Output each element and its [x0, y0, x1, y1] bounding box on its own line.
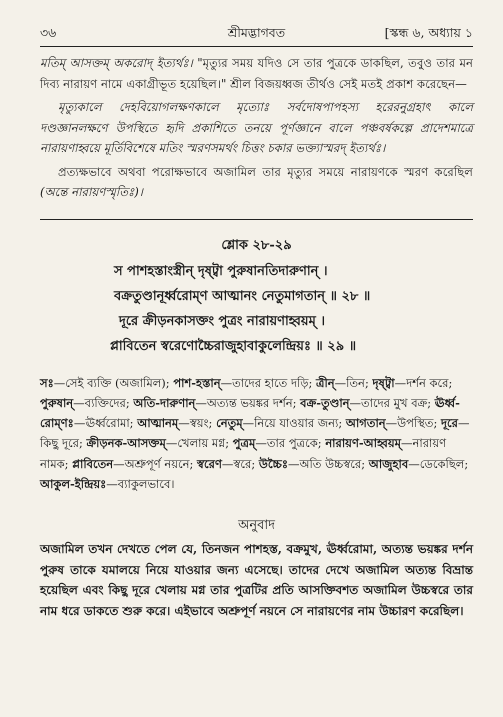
shloka-number: শ্লোক ২৮-২৯	[221, 237, 292, 253]
synonym-meaning: অত্যন্ত ভয়ঙ্কর দর্শন	[206, 395, 293, 410]
purport-paragraph-1	[40, 53, 473, 94]
purport-paragraph-3	[40, 162, 473, 203]
chapter-reference: [স্কন্ধ ৬, অধ্যায় ১	[384, 25, 473, 40]
synonym-meaning: অতি উচ্চস্বরে	[299, 456, 362, 471]
synonym-word: নেতুম্	[216, 416, 243, 431]
translation-heading: অনুবাদ	[238, 518, 275, 534]
synonym-meaning: দর্শন করে	[406, 375, 449, 390]
translation-text: অজামিল তখন দেখতে পেল যে, তিনজন পাশহস্ত, বক্রমুখ, ঊর্ধ্বরোমা, অত্যন্ত ভয়ঙ্কর দর্শন পুরুষ তাকে যমালয়ে নিয়ে যাওয়ার জন্য এসেছে। তাদের দেখে অজামিল অত্যন্ত বিভ্রান্ত হয়েছিল এবং কিছু দূরে খেলায় মগ্ন তার পুত্রটির প্রতি আসক্তিবশত অজামিল উচ্চস্বরে তার নাম ধরে ডাকতে শুরু করে। এইভাবে অশ্রুপূর্ণ নয়নে সে নারায়ণের নাম উচ্চারণ করেছিল।	[40, 542, 473, 618]
synonym-word: প্লাবিতেন	[72, 456, 114, 471]
sanskrit-phrase: (অন্তে নারায়ণস্মৃতিঃ)।	[40, 185, 143, 199]
synonym-meaning: ব্যক্তিদের	[84, 395, 126, 410]
synonym-meaning: স্বয়ং	[189, 416, 209, 431]
synonym-word: ত্রীন্	[316, 375, 335, 390]
sanskrit-commentary-quote: মৃত্যুকালে দেহবিয়োগলক্ষণকালে মৃত্যোঃ সর্বদোষপাপহস্য হরেরনুগ্রহাৎ কালে দণ্ডজ্ঞানলক্ষণে উপস্থিতে হৃদি প্রকাশিতে তনয়ে পূর্ণজ্ঞানে বালে পঞ্চবর্ষকল্পে প্রাদেশমাত্রে নারায়ণাহ্বয়ে মূর্তিবিশেষে মতিং স্মরণসমর্থং চিত্তং চকার ভক্ত্যাস্মরদ্ ইত্যর্থঃ।	[40, 100, 473, 155]
purport-text: প্রত্যক্ষভাবে অথবা পরোক্ষভাবে অজামিল তার মৃত্যুর সময়ে নারায়ণকে স্মরণ করেছিল	[58, 164, 473, 179]
book-title: শ্রীমদ্ভাগবত	[227, 25, 286, 40]
synonym-word: দূরে	[440, 416, 458, 431]
synonym-meaning: ব্যাকুলভাবে।	[117, 476, 175, 491]
synonym-meaning: অশ্রুপূর্ণ নয়নে	[124, 456, 190, 471]
page-header	[40, 22, 473, 47]
synonym-word: সঃ	[40, 375, 54, 390]
synonym-word: পাশ-হস্তান্	[173, 375, 221, 390]
synonym-word: আত্মানম্	[137, 416, 179, 431]
sanskrit-phrase: মতিম্ আসক্তম্ অকরোদ্ ইত্যর্থঃ।	[40, 56, 193, 70]
purport-continuation	[40, 53, 473, 203]
section-divider	[40, 219, 473, 220]
synonym-word: আকুল-ইন্দ্রিয়ঃ	[40, 476, 107, 491]
synonym-meaning: ঊর্ধ্বরোমা	[85, 416, 130, 431]
synonym-meaning: সেই ব্যক্তি (অজামিল)	[65, 375, 166, 390]
synonym-meaning: স্বরে	[233, 456, 252, 471]
synonym-meaning: তিন	[346, 375, 365, 390]
verse-line: বক্রতুণ্ডানূর্ধ্বরোম্ণ আত্মানং নেতুমাগতান্ ॥ ২৮ ॥	[114, 288, 371, 304]
synonym-meaning: তাদের মুখ বক্র	[361, 395, 428, 410]
synonym-meaning: উপস্থিত	[397, 416, 434, 431]
synonym-meaning: নিয়ে যাওয়ার জন্য	[254, 416, 339, 431]
synonym-word: ঊর্ধ্ব-রোম্ণঃ	[40, 395, 460, 431]
synonym-word: পুত্রম্	[232, 436, 256, 451]
verse-line: প্লাবিতেন স্বরেণোচ্চৈরাজুহাবাকুলেন্দ্রিয়ঃ ॥ ২৯ ॥	[110, 338, 357, 354]
synonym-meaning: কিছু দূরে	[40, 436, 79, 451]
page-number: ৩৬	[40, 25, 57, 40]
synonym-word: দৃষ্ট্বা	[372, 375, 395, 390]
synonym-meaning: খেলায় মগ্ন	[177, 436, 226, 451]
synonym-word: আগতান্	[345, 416, 386, 431]
verse-line: স পাশহস্তাংস্ত্রীন্ দৃষ্ট্বা পুরুষানতিদারুণান্ ।	[114, 263, 328, 279]
synonym-word: নারায়ণ-আহ্বয়ম্	[325, 436, 401, 451]
synonym-word: আজুহাব	[368, 456, 409, 471]
synonym-meaning: তাদের হাতে দড়ি	[232, 375, 309, 390]
purport-text: "মৃত্যুর সময় যদিও সে তার পুত্রকে ডাকছিল, তবুও তার মন দিব্য নারায়ণ নামে একাগ্রীভূত হয়েছিল।" শ্রীল বিজয়ধ্বজ তীর্থও সেই মতই প্রকাশ করেছেন—	[40, 56, 473, 91]
shloka-verse	[40, 259, 473, 359]
synonym-word: স্বরেণ	[197, 456, 222, 471]
synonym-meaning: তার পুত্রকে	[266, 436, 318, 451]
word-for-word-synonyms: সঃ—সেই ব্যক্তি (অজামিল); পাশ-হস্তান্—তাদের হাতে দড়ি; ত্রীন্—তিন; দৃষ্ট্বা—দর্শন করে; পুরুষান্—ব্যক্তিদের; অতি-দারুণান্—অত্যন্ত ভয়ঙ্কর দর্শন; বক্র-তুণ্ডান্—তাদের মুখ বক্র; ঊর্ধ্ব-রোম্ণঃ—ঊর্ধ্বরোমা; আত্মানম্—স্বয়ং; নেতুম্—নিয়ে যাওয়ার জন্য; আগতান্—উপস্থিত; দূরে—কিছু দূরে; ক্রীড়নক-আসক্তম্—খেলায় মগ্ন; পুত্রম্—তার পুত্রকে; নারায়ণ-আহ্বয়ম্—নারায়ণ নামক; প্লাবিতেন—অশ্রুপূর্ণ নয়নে; স্বরেণ—স্বরে; উচ্চৈঃ—অতি উচ্চস্বরে; আজুহাব—ডেকেছিল; আকুল-ইন্দ্রিয়ঃ—ব্যাকুলভাবে।	[40, 375, 470, 491]
synonym-word: উচ্চৈঃ	[258, 456, 289, 471]
synonym-word: ক্রীড়নক-আসক্তম্	[86, 436, 166, 451]
synonym-meaning: ডেকেছিল	[419, 456, 465, 471]
synonym-word: পুরুষান্	[40, 395, 74, 410]
synonym-meaning: নারায়ণ নামক	[40, 436, 447, 471]
synonym-word: অতি-দারুণান্	[133, 395, 196, 410]
verse-line: দূরে ক্রীড়নকাসক্তং পুত্রং নারায়ণাহ্বয়ম্ ।	[119, 313, 325, 329]
synonym-word: বক্র-তুণ্ডান্	[300, 395, 350, 410]
